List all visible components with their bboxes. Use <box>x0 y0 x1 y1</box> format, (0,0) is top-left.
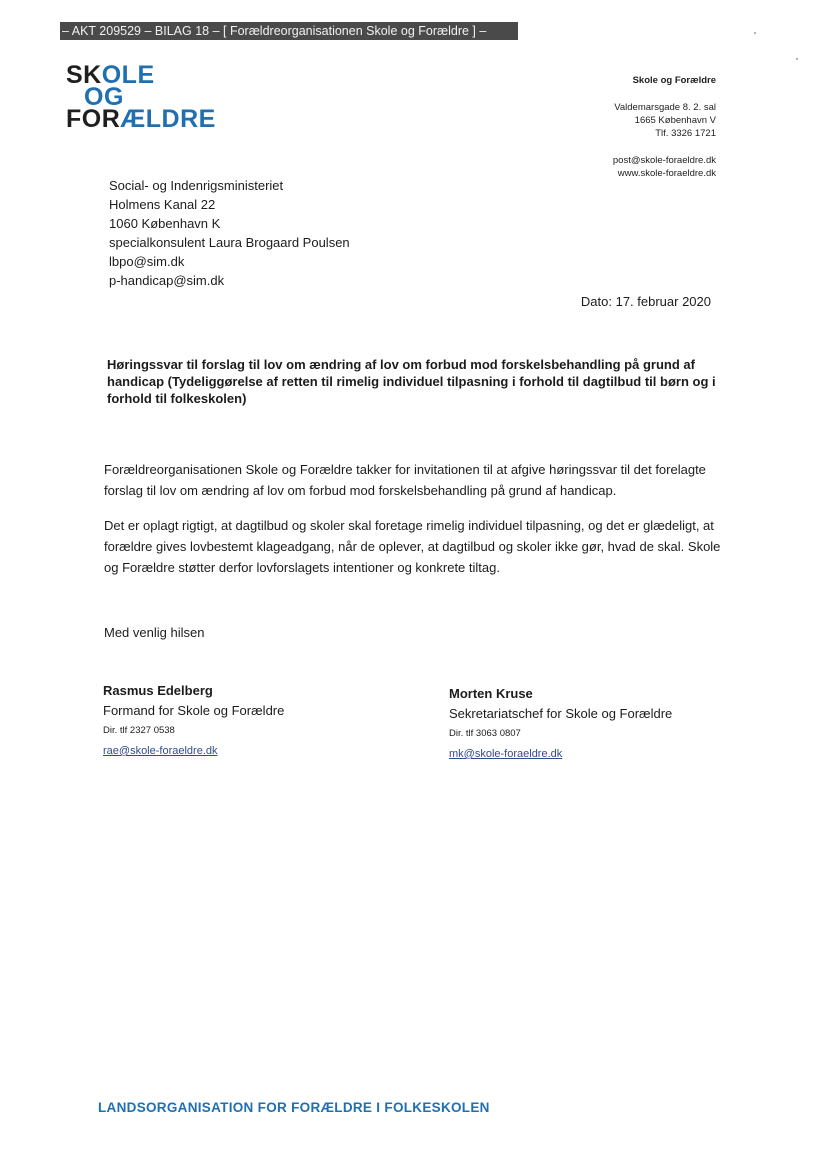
logo-text: FOR <box>66 105 121 133</box>
recipient-address <box>109 176 350 290</box>
recipient-email: lbpo@sim.dk <box>109 254 185 269</box>
recipient-line: Social- og Indenrigsministeriet <box>109 178 284 193</box>
signatory-email-link[interactable]: mk@skole-foraeldre.dk <box>449 748 563 760</box>
signature-block <box>449 684 672 764</box>
signatory-name: Rasmus Edelberg <box>103 683 213 698</box>
signatory-email-link[interactable]: rae@skole-foraeldre.dk <box>103 745 218 757</box>
closing-salutation: Med venlig hilsen <box>104 625 205 640</box>
recipient-line: specialkonsulent Laura Brogaard Poulsen <box>109 235 350 250</box>
archive-stamp: – AKT 209529 – BILAG 18 – [ Forældreorganisationen Skole og Forældre ] – <box>60 22 518 40</box>
body-paragraph: Forældreorganisationen Skole og Forældre takker for invitationen til at afgive høringssvar til det forelagte forslag til lov om ændring af lov om forbud mod forskelsbehandling på grund af handicap. <box>104 462 706 498</box>
recipient-email: p-handicap@sim.dk <box>109 273 225 288</box>
scan-speck <box>796 58 798 60</box>
signatory-phone: Dir. tlf 2327 0538 <box>103 725 175 736</box>
subject-heading: Høringssvar til forslag til lov om ændring af lov om forbud mod forskelsbehandling på grund af handicap (Tydeliggørelse af retten til rimelig individuel tilpasning i forhold til dagtilbud til børn og i forhold til folkeskolen) <box>107 357 716 406</box>
logo-text: ÆLDRE <box>120 105 216 133</box>
sender-website[interactable]: www.skole-foraeldre.dk <box>617 168 716 179</box>
logo-text: SK <box>66 61 102 89</box>
footer-tagline: LANDSORGANISATION FOR FORÆLDRE I FOLKESKOLEN <box>98 1100 490 1115</box>
letter-date: Dato: 17. februar 2020 <box>580 294 711 309</box>
scan-speck <box>754 32 756 34</box>
recipient-line: Holmens Kanal 22 <box>109 197 216 212</box>
signatory-phone: Dir. tlf 3063 0807 <box>449 728 521 739</box>
signatory-title: Formand for Skole og Forældre <box>103 703 285 718</box>
recipient-line: 1060 København K <box>109 216 221 231</box>
logo-text: OG <box>84 83 124 111</box>
logo-text: OLE <box>101 61 155 89</box>
body-paragraph: Det er oplagt rigtigt, at dagtilbud og skoler skal foretage rimelig individuel tilpasning, og det er glædeligt, at forældre gives lovbestemt klageadgang, når de oplever, at dagtilbud og skoler ikke gør, hvad de skal. Skole og Forældre støtter derfor lovforslagets intentioner og konkrete tiltag. <box>104 518 721 575</box>
sender-phone: Tlf. 3326 1721 <box>655 128 716 139</box>
sender-street: Valdemarsgade 8. 2. sal <box>614 102 716 113</box>
signature-block <box>103 681 284 761</box>
sender-address <box>613 74 716 180</box>
sender-city: 1665 København V <box>634 115 716 126</box>
sender-org: Skole og Forældre <box>632 75 716 86</box>
sender-email[interactable]: post@skole-foraeldre.dk <box>612 155 716 166</box>
signatory-title: Sekretariatschef for Skole og Forældre <box>449 706 673 721</box>
signatory-name: Morten Kruse <box>449 686 533 701</box>
organization-logo <box>66 61 216 133</box>
